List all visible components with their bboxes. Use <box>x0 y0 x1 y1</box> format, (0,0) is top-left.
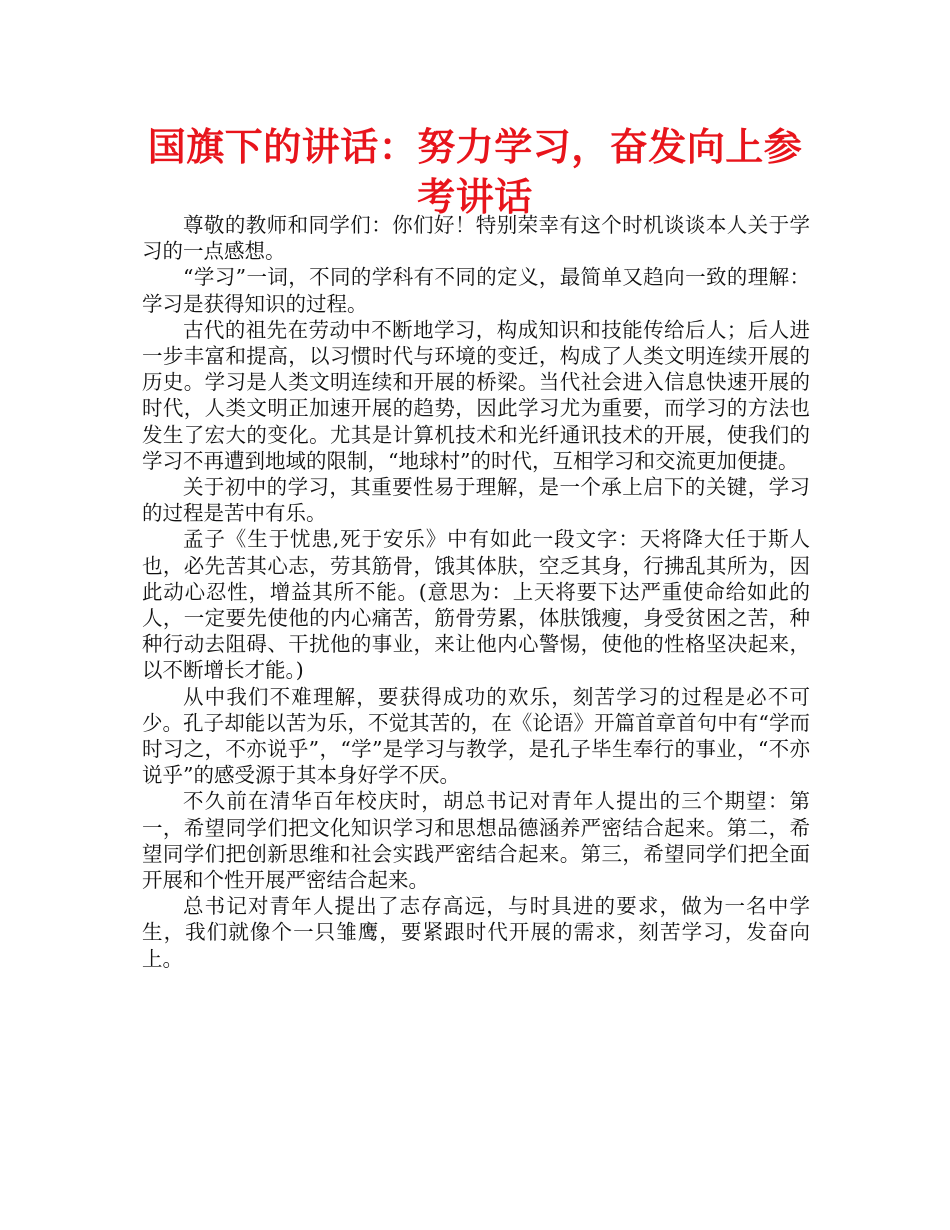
paragraph-3: 古代的祖先在劳动中不断地学习，构成知识和技能传给后人；后人进一步丰富和提高，以习惯时代与环境的变迁，构成了人类文明连续开展的历史。学习是人类文明连续和开展的桥梁。当代社会进入信息快速开展的时代，人类文明正加速开展的趋势，因此学习尤为重要，而学习的方法也发生了宏大的变化。尤其是计算机技术和光纤通讯技术的开展，使我们的学习不再遭到地域的限制，“地球村”的时代，互相学习和交流更加便捷。 <box>142 317 810 473</box>
paragraph-6: 从中我们不难理解，要获得成功的欢乐，刻苦学习的过程是必不可少。孔子却能以苦为乐，不觉其苦的，在《论语》开篇首章首句中有“学而时习之，不亦说乎”，“学”是学习与教学，是孔子毕生奉行的事业，“不亦说乎”的感受源于其本身好学不厌。 <box>142 684 810 788</box>
document-body <box>142 212 810 972</box>
paragraph-1: 尊敬的教师和同学们：你们好！特别荣幸有这个时机谈谈本人关于学习的一点感想。 <box>142 213 810 264</box>
paragraph-2: “学习”一词，不同的学科有不同的定义，最简单又趋向一致的理解：学习是获得知识的过程。 <box>142 265 810 316</box>
paragraph-7: 不久前在清华百年校庆时，胡总书记对青年人提出的三个期望：第一，希望同学们把文化知识学习和思想品德涵养严密结合起来。第二，希望同学们把创新思维和社会实践严密结合起来。第三，希望同学们把全面开展和个性开展严密结合起来。 <box>142 789 810 893</box>
paragraph-4: 关于初中的学习，其重要性易于理解，是一个承上启下的关键，学习的过程是苦中有乐。 <box>142 475 810 526</box>
paragraph-5: 孟子《生于忧患,死于安乐》中有如此一段文字：天将降大任于斯人也，必先苦其心志，劳其筋骨，饿其体肤，空乏其身，行拂乱其所为，因此动心忍性，增益其所不能。(意思为：上天将要下达严重使命给如此的人，一定要先使他的内心痛苦，筋骨劳累，体肤饿瘦，身受贫困之苦，种种行动去阻碍、干扰他的事业，来让他内心警惕，使他的性格坚决起来，以不断增长才能。) <box>142 527 810 683</box>
document-title: 国旗下的讲话：努力学习，奋发向上参考讲话 <box>147 125 803 219</box>
paragraph-8: 总书记对青年人提出了志存高远，与时具进的要求，做为一名中学生，我们就像个一只雏鹰，要紧跟时代开展的需求，刻苦学习，发奋向上。 <box>142 894 810 971</box>
